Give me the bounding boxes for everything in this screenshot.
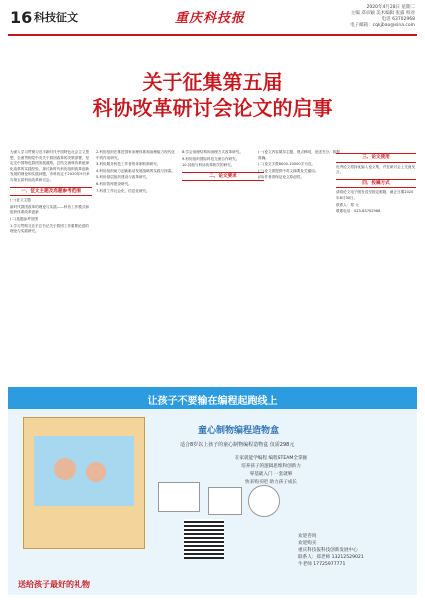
- article-column-2: [96, 150, 178, 195]
- header-divider: [8, 34, 417, 36]
- paragraph: 4.科协组织助力创新驱动发展战略的实践与探索。: [96, 168, 175, 173]
- paragraph: 7.科普工作社会化、信息化研究。: [96, 188, 150, 193]
- meta-line: 电子邮箱：cqkjbao@sina.com: [350, 23, 415, 28]
- ad-desc-line: 快来购买吧 助力孩子成长: [245, 480, 297, 485]
- child-illustration: [54, 458, 76, 480]
- ad-contact-line: 牛老师 17725977771: [298, 562, 346, 567]
- newspaper-logo: 重庆科技报: [175, 11, 246, 26]
- section-name: 科技征文: [34, 11, 78, 24]
- ad-contact-line: 联系人：郑老师 13212529021: [298, 555, 364, 560]
- ad-slogan: 让孩子不要输在编程起跑线上: [147, 396, 278, 407]
- ad-description: [186, 455, 356, 487]
- paragraph: 1.学习贯彻习近平总书记关于群团工作重要论述的理论与实践研究。: [10, 223, 89, 234]
- meta-line: 主编 邓卓颖 美术编辑 张露 校对: [350, 11, 415, 16]
- paragraph: 为深入学习贯彻习近平新时代中国特色社会主义思想，全面贯彻党中央关于群团改革的决策部署，坚定走中国特色群团发展道路，总结交流科协系统深化改革的实践经验，探讨新时代科协组织改革创新发展的理论和实践问题，市科协定于2020年9月举办第五届科协改革研讨会。: [10, 150, 90, 182]
- robot-car-image: [248, 485, 280, 517]
- paragraph: 联系电话：023-63702968: [336, 209, 381, 214]
- paragraph: (一)论文内容紧扣主题，观点鲜明，论述充分，数据准确。: [258, 150, 340, 160]
- article-column-3: [182, 150, 264, 183]
- section-heading: 四、投稿方式: [336, 179, 416, 189]
- paragraph: 8.学会治理结构和治理方式改革研究。: [182, 150, 243, 154]
- paragraph: 请将论文电子版发送至指定邮箱，截止日期2020年8月30日。: [336, 190, 414, 200]
- paragraph: 6.科协智库建设研究。: [96, 181, 132, 186]
- header-meta: [350, 5, 415, 29]
- page-number: 16: [10, 8, 33, 27]
- ad-contact-line: 欢迎咨询: [298, 534, 317, 539]
- paragraph: 10.其他与科协改革相关的研究。: [182, 163, 235, 168]
- qr-code: [184, 519, 224, 559]
- paragraph: 联系人：郑 元: [336, 202, 359, 207]
- product-box-art: [34, 436, 134, 506]
- ad-desc-line: 零基础入门 一套就够: [249, 472, 293, 477]
- paragraph: (二)论文字数8000-10000字为宜。: [258, 162, 316, 167]
- article-column-1: [10, 150, 92, 236]
- article-column-5: [336, 150, 416, 216]
- article-column-4: [258, 150, 340, 182]
- ad-contact-line: 欢迎购买: [298, 541, 317, 546]
- product-box-image: [23, 417, 145, 549]
- ad-footer-slogan: 送给孩子最好的礼物: [18, 580, 90, 589]
- paragraph: 5.科协基层组织建设与改革研究。: [96, 175, 150, 180]
- ad-banner: [8, 387, 417, 409]
- device-image: [208, 487, 242, 515]
- meta-line: 电话 63702968: [381, 17, 415, 22]
- section-heading: 二、论文要求: [182, 172, 264, 182]
- ad-desc-line: 在家就能学编程 编程STEAM全掌握: [234, 456, 308, 461]
- paragraph: (二)选题参考范围: [10, 216, 38, 221]
- page-header: [0, 0, 425, 36]
- paragraph: 新时代群团改革的理论与实践——科协工作模式和组织体系改革创新: [10, 204, 90, 215]
- article-title-line2: 科协改革研讨会论文的启事: [92, 96, 333, 120]
- ad-product-title: 童心制物编程造物盒: [198, 426, 280, 436]
- ad-contact-line: 重庆科技报科技创新发展中心: [298, 548, 358, 553]
- ad-product-subtitle: 适合8岁以上孩子的童心制物编程造物盒 仅需298元: [180, 442, 295, 448]
- section-heading: 一、征文主题及选题参考范围: [10, 187, 92, 197]
- paragraph: 优秀论文将择优编入论文集，并在研讨会上交流发言。: [336, 164, 416, 175]
- meta-line: 2020年4月28日 星期二: [366, 5, 415, 10]
- advertisement: [8, 387, 417, 595]
- paragraph: 2.科协组织在推进国家治理体系和治理能力现代化中的作用研究。: [96, 150, 175, 160]
- paragraph: (四)作者须保证论文原创性。: [258, 175, 304, 180]
- article-title-line1: 关于征集第五届: [142, 70, 283, 94]
- paragraph: (三)论文需提供中英文摘要及关键词。: [258, 168, 319, 173]
- paragraph: (一)征文主题: [10, 198, 31, 203]
- child-illustration: [86, 462, 106, 482]
- section-heading: 三、论文使用: [336, 153, 416, 163]
- ad-contact: [298, 533, 364, 568]
- ad-desc-line: 培养孩子的逻辑思维和创新力: [241, 464, 301, 469]
- paragraph: 9.科协组织国际科技交流合作研究。: [182, 156, 240, 161]
- paragraph: 3.科协服务科技工作者的体制机制研究。: [96, 162, 161, 167]
